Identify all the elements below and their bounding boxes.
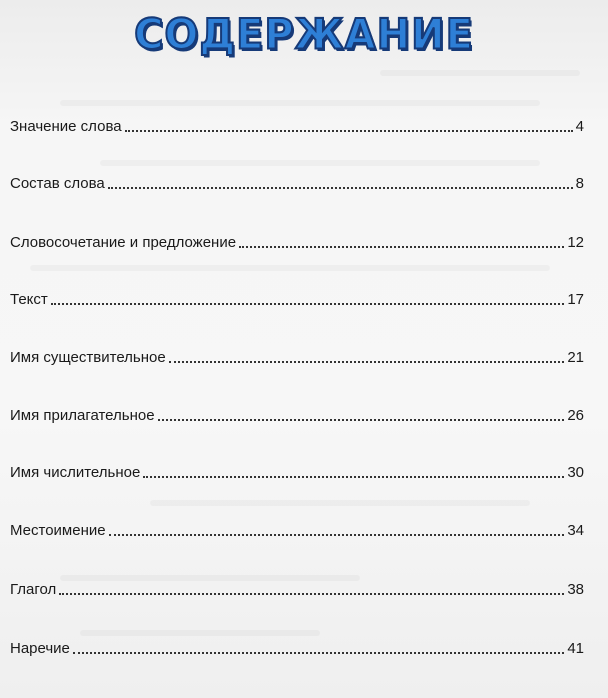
- page-title: СОДЕРЖАНИЕ: [134, 10, 474, 60]
- toc-item-7[interactable]: [10, 518, 584, 540]
- toc-item-label: Словосочетание и предложение: [10, 234, 237, 251]
- toc-item-5[interactable]: [10, 403, 584, 425]
- toc-leader-dots: [125, 129, 573, 132]
- toc-item-page: 26: [567, 407, 584, 424]
- toc-item-page: 38: [567, 581, 584, 598]
- toc-leader-dots: [169, 360, 565, 363]
- toc-item-2[interactable]: [10, 230, 584, 252]
- toc-leader-dots: [158, 418, 565, 421]
- toc-item-label: Местоимение: [10, 522, 106, 539]
- toc-item-page: 17: [567, 291, 584, 308]
- toc-item-label: Значение слова: [10, 118, 122, 135]
- toc-item-page: 30: [567, 464, 584, 481]
- toc-item-page: 34: [567, 522, 584, 539]
- toc-item-page: 41: [567, 640, 584, 657]
- toc-item-label: Состав слова: [10, 175, 105, 192]
- toc-item-3[interactable]: [10, 287, 584, 309]
- toc-item-8[interactable]: [10, 577, 584, 599]
- toc-leader-dots: [143, 475, 564, 478]
- toc-item-0[interactable]: [10, 114, 584, 136]
- toc-item-label: Наречие: [10, 640, 70, 657]
- toc-item-6[interactable]: [10, 460, 584, 482]
- toc-item-1[interactable]: [10, 171, 584, 193]
- toc-item-label: Текст: [10, 291, 48, 308]
- toc-item-label: Глагол: [10, 581, 57, 598]
- toc-item-label: Имя числительное: [10, 464, 141, 481]
- toc-item-label: Имя прилагательное: [10, 407, 155, 424]
- toc-item-4[interactable]: [10, 345, 584, 367]
- toc-leader-dots: [59, 592, 564, 595]
- toc-item-page: 4: [575, 118, 584, 135]
- toc-item-9[interactable]: [10, 636, 584, 658]
- toc-item-label: Имя существительное: [10, 349, 166, 366]
- toc-item-page: 8: [575, 175, 584, 192]
- toc-leader-dots: [73, 651, 564, 654]
- toc-leader-dots: [239, 245, 564, 248]
- toc-leader-dots: [51, 302, 565, 305]
- toc-leader-dots: [108, 186, 573, 189]
- toc-item-page: 21: [567, 349, 584, 366]
- toc-leader-dots: [109, 533, 565, 536]
- toc-item-page: 12: [567, 234, 584, 251]
